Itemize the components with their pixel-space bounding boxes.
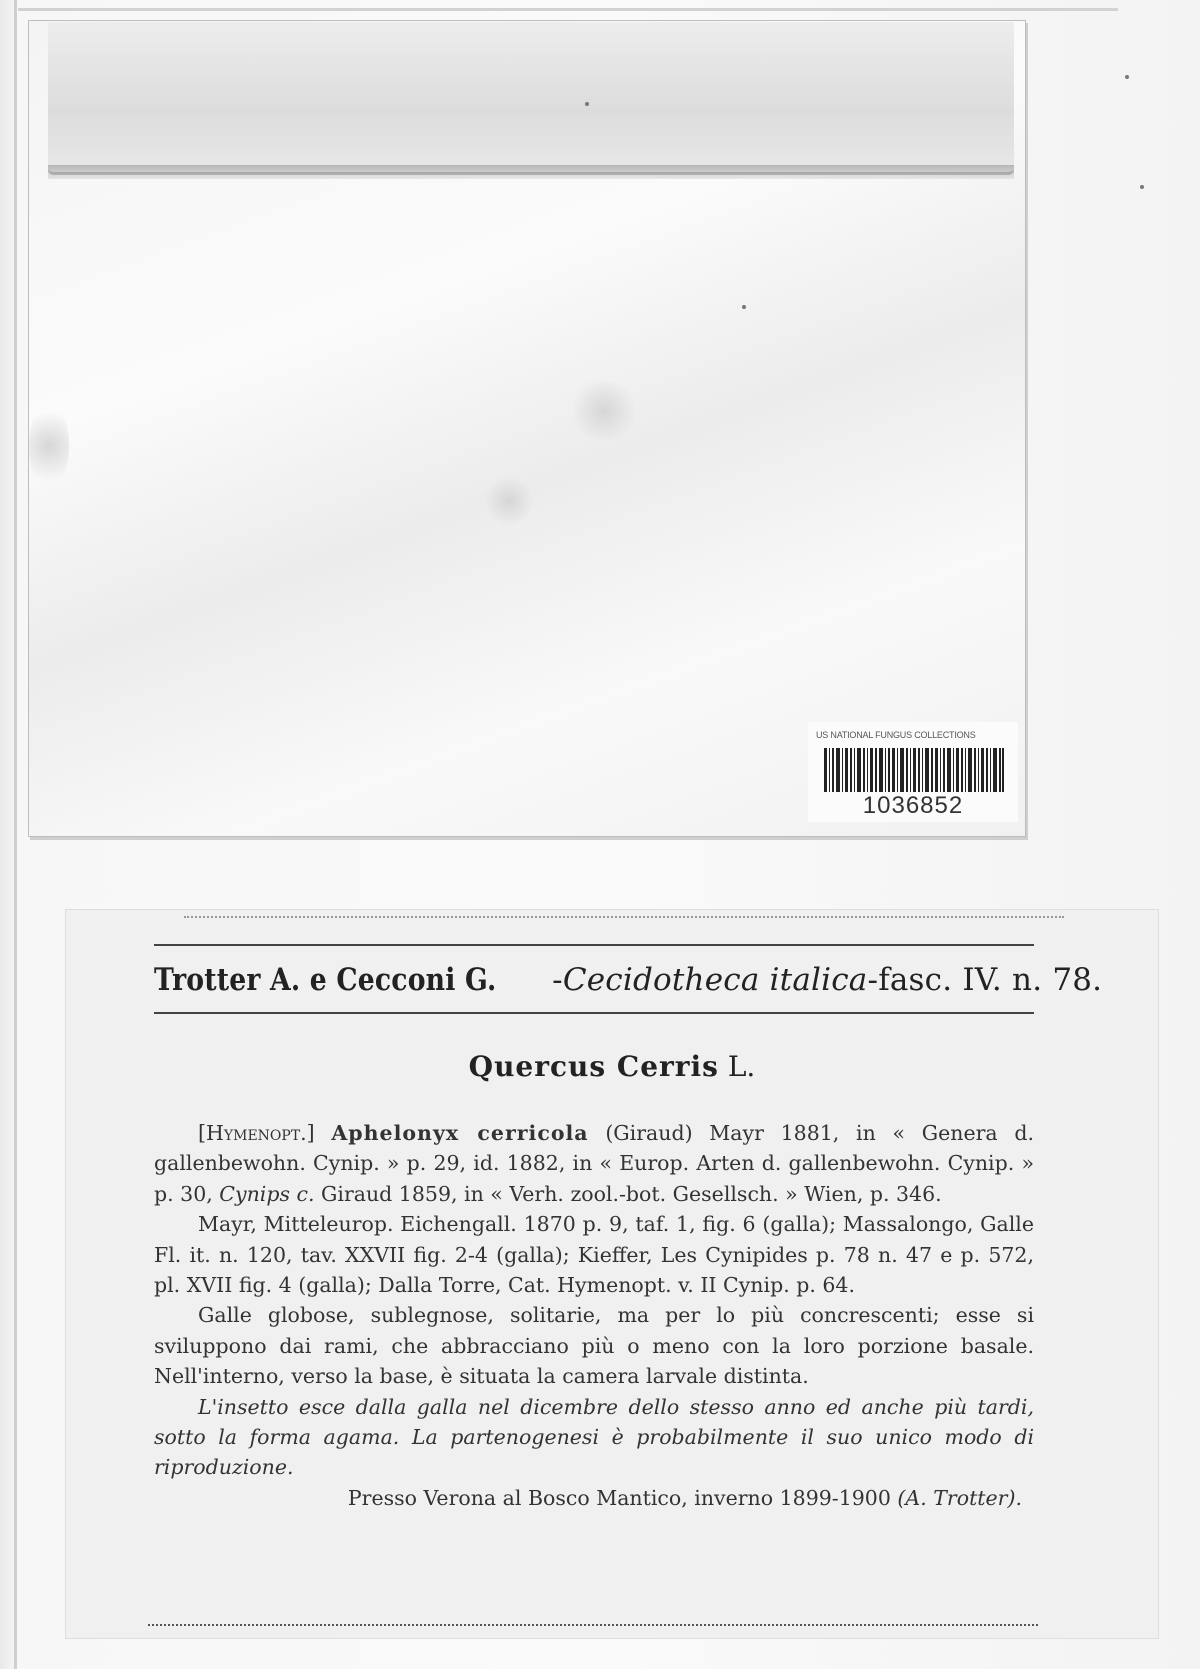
paragraph-taxonomy: [154, 1118, 1034, 1209]
series-authors: Trotter A. e Cecconi G.: [154, 962, 497, 998]
exsiccata-label: [66, 910, 1158, 1638]
host-authority: L.: [727, 1050, 756, 1083]
locality-line: [154, 1483, 1034, 1513]
locality-text: Presso Verona al Bosco Mantico, inverno 1899-1900: [347, 1485, 891, 1510]
label-dotted-edge: [184, 916, 1064, 918]
taxonomy-citation: (Giraud) Mayr 1881, in « Genera d. gallenbewohn. Cynip. » p. 29, id. 1882, in « Europ. Arten d. gallenbewohn. Cynip. » p. 30,: [154, 1121, 1034, 1206]
packet-stain: [484, 476, 534, 526]
series-separator: -: [552, 962, 563, 998]
barcode-label: [808, 722, 1018, 822]
series-line: [154, 954, 1103, 1006]
host-plant: [66, 1050, 1158, 1083]
packet-fold-shadow: [48, 165, 1014, 179]
synonym-name: Cynips c.: [219, 1181, 315, 1206]
collector: (A. Trotter).: [897, 1485, 1022, 1510]
barcode-icon: [824, 748, 1004, 792]
sheet-speck: [585, 102, 589, 106]
packet-stain: [29, 401, 69, 491]
sheet-speck: [1125, 75, 1129, 79]
series-separator: -: [867, 962, 879, 998]
label-rule-top: [154, 944, 1034, 946]
packet-stain: [569, 381, 639, 441]
series-title: Cecidotheca italica: [562, 962, 868, 998]
paragraph-description: Galle globose, sublegnose, solitarie, ma per lo più concrescenti; esse si sviluppono dai rami, che abbracciano più o meno con la loro porzione basale. Nell'interno, verso la base, è situata la camera larvale distinta.: [154, 1303, 1034, 1389]
label-dotted-bottom: [148, 1624, 1038, 1626]
taxonomy-citation-2: Giraud 1859, in « Verh. zool.-bot. Gesellsch. » Wien, p. 346.: [321, 1181, 942, 1206]
sheet-speck: [1140, 185, 1144, 189]
barcode-organization: US NATIONAL FUNGUS COLLECTIONS: [816, 730, 976, 740]
paragraph-references: Mayr, Mitteleurop. Eichengall. 1870 p. 9, taf. 1, fig. 6 (galla); Massalongo, Galle Fl. it. n. 120, tav. XXVII fig. 2-4 (galla); Kieffer, Les Cynipides p. 78 n. 47 e p. 572, pl. XVII fig. 4 (galla); Dalla Torre, Cat. Hymenopt. v. II Cynip. p. 64.: [154, 1212, 1034, 1298]
label-rule-bottom: [154, 1012, 1034, 1014]
insect-order: [Hymenopt.]: [198, 1121, 315, 1145]
sheet-speck: [742, 305, 746, 309]
series-fascicle: fasc. IV. n. 78.: [878, 962, 1103, 998]
catalog-number: 1036852: [862, 792, 964, 819]
label-body: [154, 1118, 1034, 1513]
sheet-edge-left: [14, 0, 17, 1669]
paragraph-biology: L'insetto esce dalla galla nel dicembre dello stesso anno ed anche più tardi, sotto la forma agama. La partenogenesi è probabilmente il suo unico modo di riproduzione.: [154, 1394, 1034, 1480]
sheet-edge-top: [18, 8, 1118, 11]
packet-flap: [48, 22, 1014, 175]
insect-species: Aphelonyx cerricola: [331, 1121, 589, 1145]
host-name: Quercus Cerris: [468, 1050, 719, 1083]
